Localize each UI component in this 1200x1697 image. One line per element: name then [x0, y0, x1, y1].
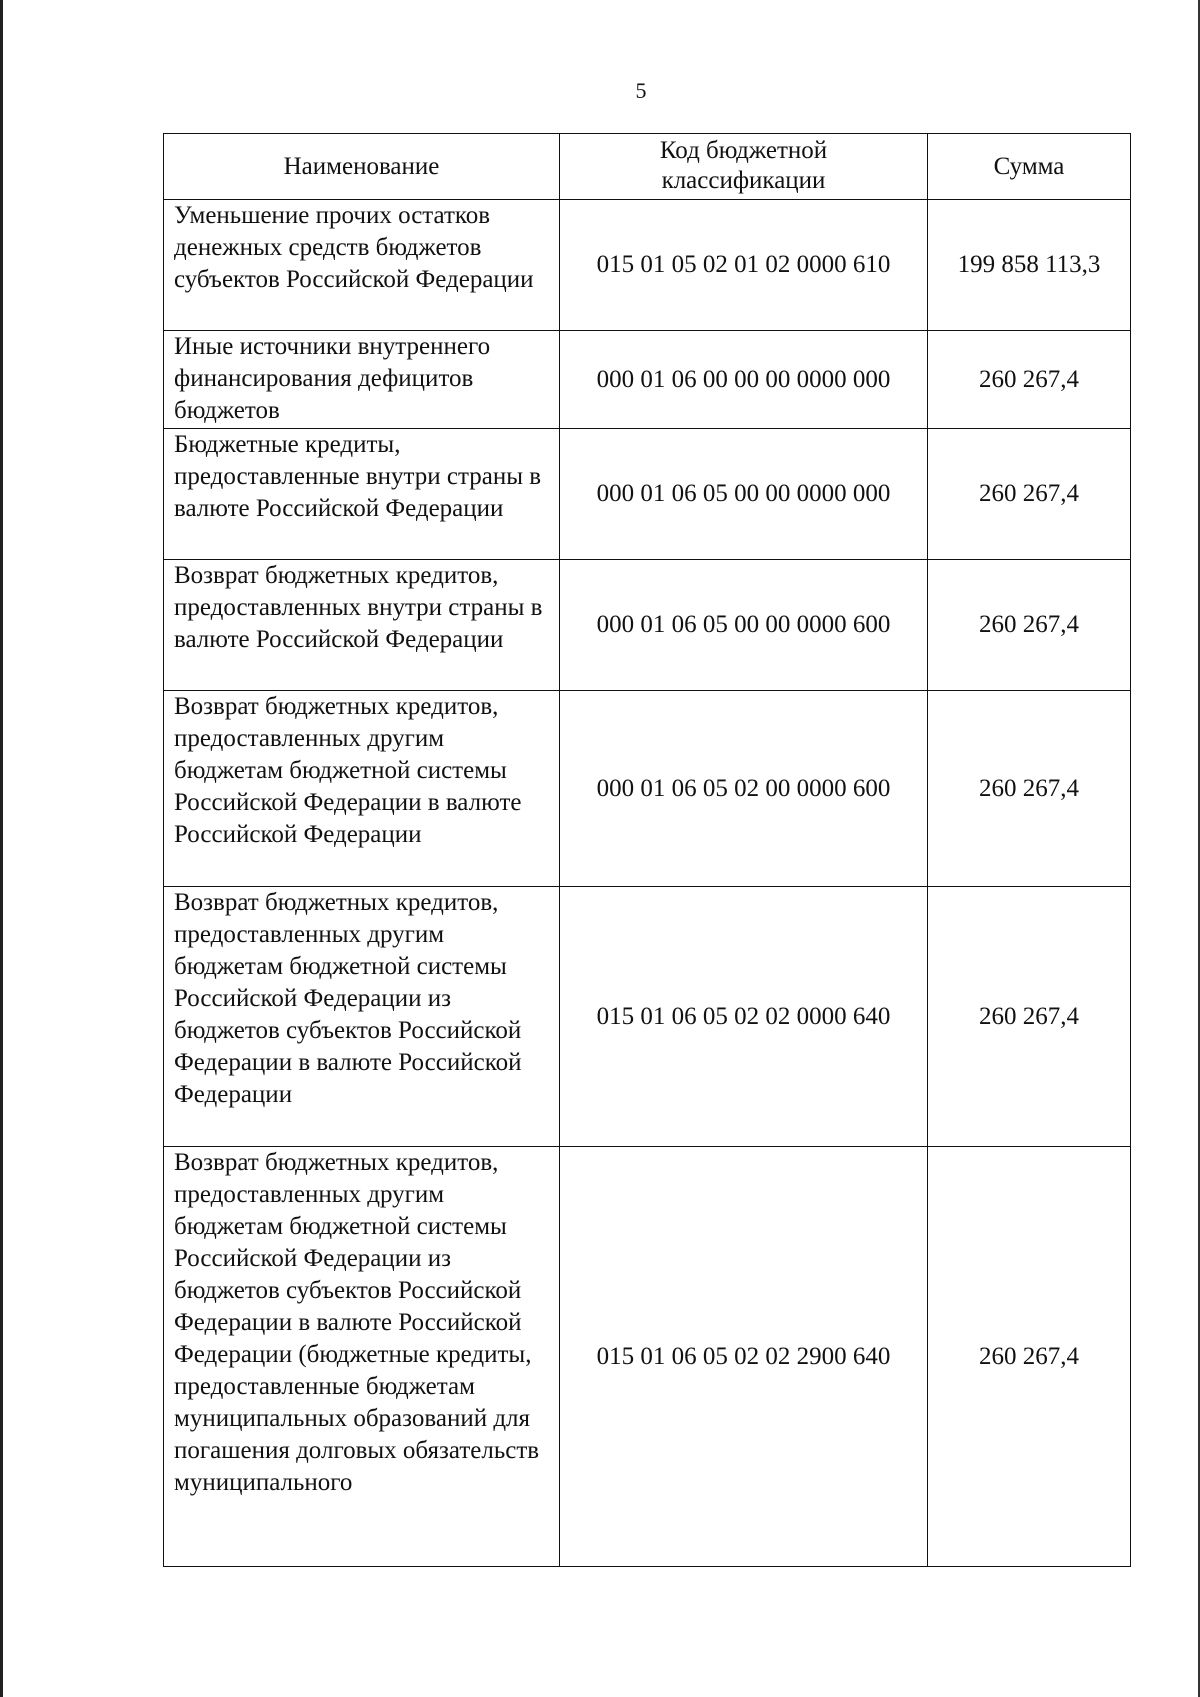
- table-row: [164, 560, 1131, 691]
- cell-sum: 260 267,4: [928, 429, 1131, 560]
- cell-code: 015 01 06 05 02 02 0000 640: [560, 887, 928, 1147]
- cell-name: Возврат бюджетных кредитов, предоставленных другим бюджетам бюджетной системы Российской Федерации из бюджетов субъектов Российской Федерации в валюте Российской Федерации: [164, 887, 560, 1147]
- cell-name: Уменьшение прочих остатков денежных средств бюджетов субъектов Российской Федерации: [164, 200, 560, 331]
- header-sum-label: Сумма: [993, 152, 1065, 180]
- cell-sum: 199 858 113,3: [928, 200, 1131, 331]
- table-row: [164, 1147, 1131, 1567]
- header-name: [164, 134, 560, 200]
- cell-code: 015 01 06 05 02 02 2900 640: [560, 1147, 928, 1567]
- cell-name: Возврат бюджетных кредитов, предоставленных другим бюджетам бюджетной системы Российской Федерации из бюджетов субъектов Российской Федерации в валюте Российской Федерации (бюджетные кредиты, предоставленные бюджетам муниципальных образований для погашения долговых обязательств муниципального: [164, 1147, 560, 1567]
- table-row: [164, 887, 1131, 1147]
- cell-name: Иные источники внутреннего финансирования дефицитов бюджетов: [164, 331, 560, 429]
- cell-name: Возврат бюджетных кредитов, предоставленных внутри страны в валюте Российской Федерации: [164, 560, 560, 691]
- page-number: 5: [635, 78, 647, 103]
- cell-code: 000 01 06 05 00 00 0000 600: [560, 560, 928, 691]
- table-row: [164, 691, 1131, 887]
- budget-sources-table: [163, 133, 1131, 1567]
- cell-code: 000 01 06 00 00 00 0000 000: [560, 331, 928, 429]
- table-row: [164, 331, 1131, 429]
- table-row: [164, 200, 1131, 331]
- cell-code: 000 01 06 05 02 00 0000 600: [560, 691, 928, 887]
- cell-sum: 260 267,4: [928, 331, 1131, 429]
- table-header-row: [164, 134, 1131, 200]
- table-row: [164, 429, 1131, 560]
- cell-sum: 260 267,4: [928, 691, 1131, 887]
- scan-edge-left: [0, 0, 3, 1697]
- header-code: [560, 134, 928, 200]
- cell-name: Возврат бюджетных кредитов, предоставленных другим бюджетам бюджетной системы Российской Федерации в валюте Российской Федерации: [164, 691, 560, 887]
- header-code-label: Код бюджетной классификации: [659, 137, 828, 194]
- cell-sum: 260 267,4: [928, 1147, 1131, 1567]
- header-sum: [928, 134, 1131, 200]
- cell-name: Бюджетные кредиты, предоставленные внутри страны в валюте Российской Федерации: [164, 429, 560, 560]
- header-name-label: Наименование: [283, 152, 440, 180]
- cell-sum: 260 267,4: [928, 560, 1131, 691]
- cell-code: 015 01 05 02 01 02 0000 610: [560, 200, 928, 331]
- cell-code: 000 01 06 05 00 00 0000 000: [560, 429, 928, 560]
- cell-sum: 260 267,4: [928, 887, 1131, 1147]
